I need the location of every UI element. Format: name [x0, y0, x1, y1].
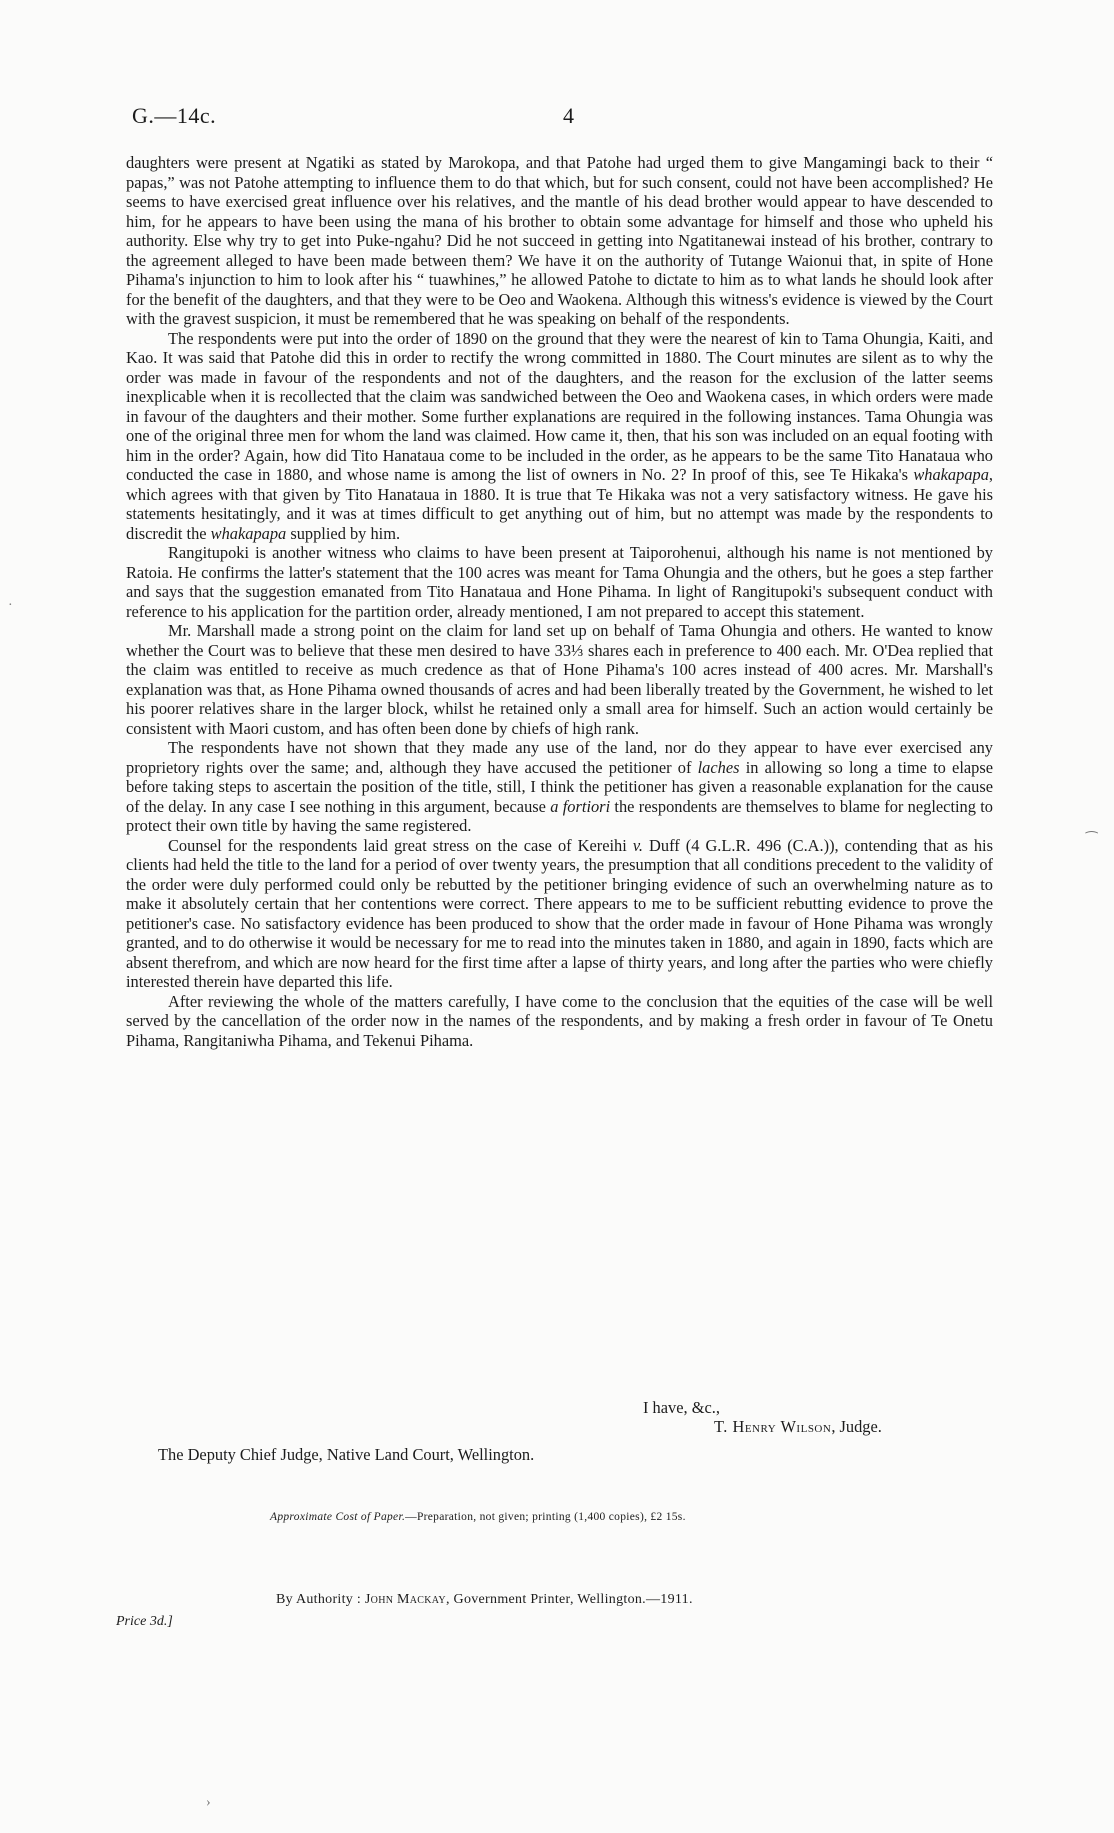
price-note: Price 3d.] — [116, 1614, 173, 1629]
signature-line — [714, 1417, 882, 1437]
paragraph-6-part-1: Counsel for the respondents laid great stress on the case of Kereihi — [168, 835, 633, 855]
paragraph-1: daughters were present at Ngatiki as stated by Marokopa, and that Patohe had urged them to give Mangamingi back to their “ papas,” was not Patohe attempting to influence them to do that which, but for such consent, could not have been accomplished? He seems to have exercised great influence over his relatives, and the mantle of his dead brother would appear to have descended to him, for he appears to have been using the mana of his brother to obtain some advantage for himself and those who upheld his authority. Else why try to get into Puke-ngahu? Did he not succeed in getting into Ngatitanewai instead of his brother, contrary to the agreement alleged to have been made between them? We have it on the authority of Tutange Waionui that, in spite of Hone Pihama's injunction to him to look after his “ tuawhines,” he allowed Patohe to dictate to him as to what lands he should look after for the benefit of the daughters, and that they were to be Oeo and Waokena. Although this witness's evidence is viewed by the Court with the gravest suspicion, it must be remembered that he was speaking on behalf of the respondents. — [126, 153, 993, 328]
paragraph-5-italic-2: a fortiori — [550, 796, 611, 816]
signer-name: T. Henry Wilson — [714, 1417, 832, 1436]
paragraph-2-part-2: , which agrees with that given by Tito Hanataua in 1880. It is true that Te Hikaka was not a very satisfactory witness. He gave his statements hesitatingly, and it was at times difficult to get anything out of him, but no attempt was made by the respondents to discredit the — [126, 465, 993, 543]
cost-text: —Preparation, not given; printing (1,400 copies), £2 15s. — [405, 1511, 686, 1523]
margin-mark-icon: ⁀ — [1086, 833, 1098, 848]
authority-line — [276, 1592, 693, 1608]
body-text — [126, 153, 993, 1050]
authority-prefix: By Authority : — [276, 1592, 362, 1607]
addressee: The Deputy Chief Judge, Native Land Court, Wellington. — [158, 1445, 535, 1464]
document-reference: G.—14c. — [132, 103, 217, 128]
paragraph-3: Rangitupoki is another witness who claims to have been present at Taiporohenui, although his name is not mentioned by Ratoia. He confirms the latter's statement that the 100 acres was meant for Tama Ohungia and the others, but he goes a step farther and says that the suggestion emanated from Tito Hanataua and Hone Pihama. In light of Rangitupoki's subsequent conduct with reference to his application for the partition order, already mentioned, I am not prepared to accept this statement. — [126, 543, 993, 621]
margin-dot-icon: · — [8, 598, 13, 613]
paragraph-4: Mr. Marshall made a strong point on the claim for land set up on behalf of Tama Ohungia and others. He wanted to know whether the Court was to believe that these men desired to have 33⅓ shares each in preference to 400 each. Mr. O'Dea replied that the claim was entitled to receive as much credence as that of Hone Pihama's 100 acres instead of 400 acres. Mr. Marshall's explanation was that, as Hone Pihama owned thousands of acres and had been liberally treated by the Government, he wished to let his poorer relatives share in the larger block, whilst he retained only a small area for himself. Such an action would certainly be consistent with Maori custom, and has often been done by chiefs of high rank. — [126, 621, 993, 738]
paragraph-2-part-3: supplied by him. — [286, 523, 401, 543]
paragraph-2-italic-2: whakapapa — [210, 523, 287, 543]
paragraph-7: After reviewing the whole of the matters carefully, I have come to the conclusion that the equities of the case will be well served by the cancellation of the order now in the names of the respondents, and by making a fresh order in favour of Te Onetu Pihama, Rangitaniwha Pihama, and Tekenui Pihama. — [126, 991, 993, 1050]
page-number: 4 — [563, 103, 574, 128]
paragraph-2-italic-1: whakapapa — [913, 465, 989, 484]
cost-label: Approximate Cost of Paper. — [270, 1511, 406, 1523]
paragraph-5-part-3: the respondents are themselves to blame for neglecting to protect their own title by having the same registered. — [126, 796, 994, 835]
paragraph-5-italic-1: laches — [697, 757, 740, 777]
paragraph-6-part-2: Duff (4 G.L.R. 496 (C.A.)), contending that as his clients had held the title to the land for a period of over twenty years, the presumption that all conditions precedent to the validity of the order were duly performed could only be rebutted by the petitioner bringing evidence of such an overwhelming nature as to make it absolutely certain that her contentions were correct. There appears to me to be sufficient rebutting evidence to prove the petitioner's case. No satisfactory evidence has been produced to show that the order made in favour of Hone Pihama was wrongly granted, and to do otherwise it would be necessary for me to read into the minutes taken in 1880, and again in 1890, facts which are absent therefrom, and which are now heard for the first time after a lapse of thirty years, and long after the parties who were chiefly interested therein have departed this life. — [126, 835, 993, 991]
signer-title: , Judge. — [831, 1417, 882, 1436]
printer-name: John Mackay — [364, 1592, 446, 1607]
paragraph-6-italic-1: v. — [632, 835, 644, 855]
paragraph-5 — [126, 738, 993, 836]
cost-note — [270, 1511, 686, 1523]
paragraph-5-part-1: The respondents have not shown that they made any use of the land, nor do they appear to have ever exercised any proprietory rights over the same; and, although they have accused the petitioner of — [126, 738, 993, 777]
closing-salutation: I have, &c., — [643, 1398, 720, 1417]
paragraph-6 — [126, 836, 993, 992]
bottom-mark-icon: › — [206, 1795, 211, 1810]
paragraph-5-part-2: in allowing so long a time to elapse before taking steps to ascertain the position of the title, still, I think the petitioner has given a reasonable explanation for the cause of the delay. In any case I see nothing in this argument, because — [126, 757, 993, 816]
paragraph-2-part-1: The respondents were put into the order of 1890 on the ground that they were the nearest of kin to Tama Ohungia, Kaiti, and Kao. It was said that Patohe did this in order to rectify the wrong committed in 1880. The Court minutes are silent as to why the order was made in favour of the respondents and not of the daughters, and the reason for the exclusion of the latter seems inexplicable when it is recollected that the claim was sandwiched between the Oeo and Waokena cases, in which orders were made in favour of the daughters and their mother. Some further explanations are required in the following instances. Tama Ohungia was one of the original three men for whom the land was claimed. How came it, then, that his son was included on an equal footing with him in the order? Again, how did Tito Hanataua come to be included in the order, as he appears to be the same Tito Hanataua who conducted the case in 1880, and whose name is among the list of owners in No. 2? In proof of this, see Te Hikaka's — [126, 328, 993, 484]
paragraph-2 — [126, 329, 993, 544]
authority-suffix: , Government Printer, Wellington.—1911. — [445, 1592, 693, 1607]
